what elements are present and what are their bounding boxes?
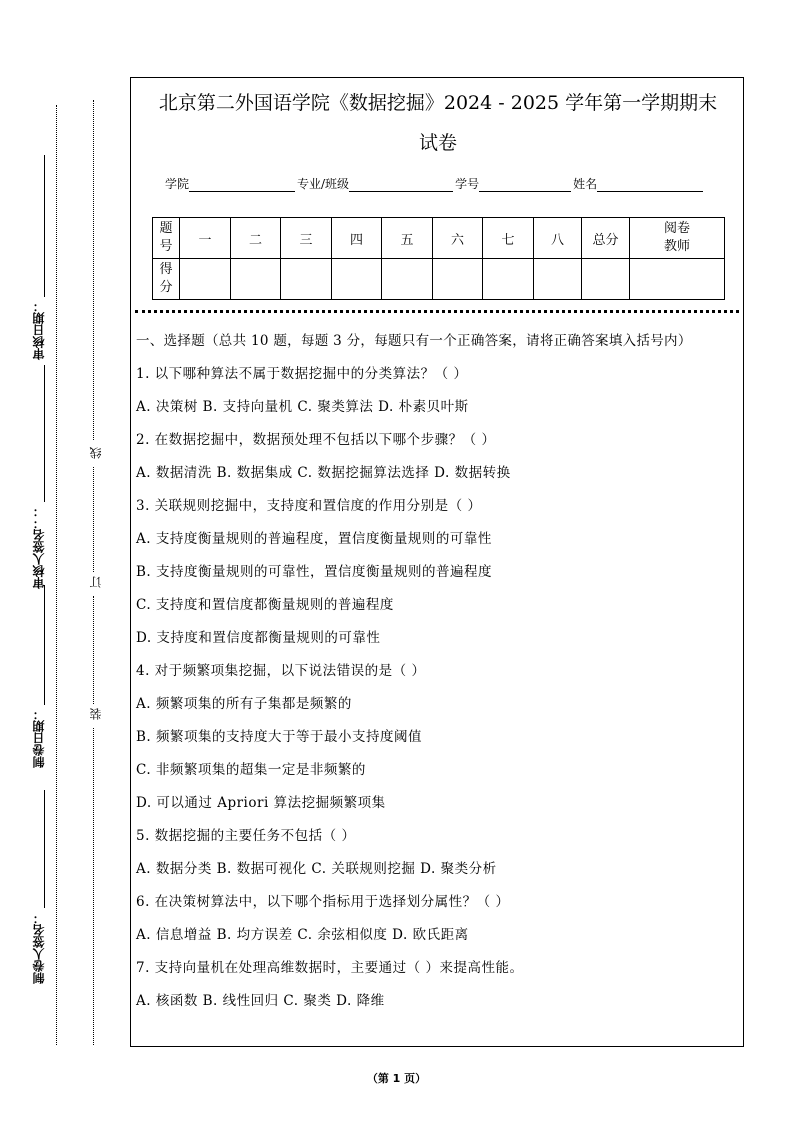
- answer-option: A. 频繁项集的所有子集都是频繁的: [136, 696, 352, 712]
- dotted-separator: [135, 310, 739, 313]
- binding-dotted-line-bottom: [93, 728, 94, 1045]
- section-heading: 一、选择题（总共 10 题，每题 3 分，每题只有一个正确答案，请将正确答案填入括号内）: [136, 333, 692, 349]
- score-col-3: 三: [281, 218, 332, 259]
- answer-option: B. 频繁项集的支持度大于等于最小支持度阈值: [136, 729, 423, 745]
- question-stem: 7. 支持向量机在处理高维数据时，主要通过（ ）来提高性能。: [136, 960, 524, 976]
- question-content: [136, 330, 740, 1018]
- answer-option: D. 可以通过 Apriori 算法挖掘频繁项集: [136, 795, 386, 811]
- maker-sign-label: 制卷人签名：: [32, 912, 46, 984]
- question-stem: 4. 对于频繁项集挖掘，以下说法错误的是（ ）: [136, 663, 426, 679]
- make-date-label: 制卷日期：: [32, 708, 46, 768]
- exam-frame: [130, 77, 744, 1047]
- score-col-total: 总分: [582, 218, 630, 259]
- answer-option: A. 决策树 B. 支持向量机 C. 聚类算法 D. 朴素贝叶斯: [136, 399, 469, 415]
- reviewer-sign-line: [44, 365, 45, 502]
- score-cell-5[interactable]: [382, 259, 433, 300]
- binding-label-bind: 装: [89, 708, 103, 720]
- score-table-score-row: [153, 259, 725, 300]
- binding-label-staple: 订: [89, 576, 103, 588]
- score-cell-2[interactable]: [231, 259, 281, 300]
- college-field[interactable]: [189, 179, 295, 192]
- question-list: [136, 358, 740, 1018]
- make-date-line: [44, 585, 45, 705]
- score-row-label: [153, 259, 180, 300]
- score-col-4: 四: [332, 218, 382, 259]
- reviewer-header-b: 教师: [663, 239, 690, 254]
- question-stem: 1. 以下哪种算法不属于数据挖掘中的分类算法？（ ）: [136, 366, 468, 382]
- score-cell-4[interactable]: [332, 259, 382, 300]
- page-footer: （第 1 页）: [366, 1072, 427, 1085]
- question-stem: 2. 在数据挖掘中，数据预处理不包括以下哪个步骤？（ ）: [136, 432, 496, 448]
- reviewer-header-a: 阅卷: [663, 221, 690, 236]
- score-row-label-a: 得: [159, 262, 173, 277]
- review-date-label: 审核日期：: [32, 300, 46, 360]
- student-id-field[interactable]: [479, 179, 571, 192]
- score-table: [152, 217, 725, 300]
- student-info-row: [165, 175, 705, 192]
- major-class-label: 专业/班级: [297, 177, 350, 191]
- score-cell-reviewer[interactable]: [630, 259, 725, 300]
- major-class-field[interactable]: [349, 179, 453, 192]
- binding-dotted-line-low: [93, 596, 94, 704]
- score-table-header-row: [153, 218, 725, 259]
- maker-sign-line: [44, 790, 45, 908]
- exam-title-line2: 试卷: [418, 132, 457, 154]
- score-cell-8[interactable]: [534, 259, 582, 300]
- answer-option: C. 支持度和置信度都衡量规则的普遍程度: [136, 597, 394, 613]
- question-stem: 6. 在决策树算法中，以下哪个指标用于选择划分属性？（ ）: [136, 894, 510, 910]
- question-number-label-a: 题: [159, 221, 173, 236]
- score-col-5: 五: [382, 218, 433, 259]
- answer-option: D. 支持度和置信度都衡量规则的可靠性: [136, 630, 381, 646]
- score-cell-total[interactable]: [582, 259, 630, 300]
- score-col-6: 六: [433, 218, 483, 259]
- score-col-7: 七: [483, 218, 534, 259]
- answer-option: A. 数据分类 B. 数据可视化 C. 关联规则挖掘 D. 聚类分析: [136, 861, 497, 877]
- binding-label-line: 线: [89, 447, 103, 459]
- answer-option: C. 非频繁项集的超集一定是非频繁的: [136, 762, 366, 778]
- answer-option: A. 信息增益 B. 均方误差 C. 余弦相似度 D. 欧氏距离: [136, 927, 469, 943]
- reviewer-header: [630, 218, 725, 259]
- exam-title-line1: 北京第二外国语学院《数据挖掘》2024 - 2025 学年第一学期期末: [158, 92, 718, 114]
- student-id-label: 学号: [455, 177, 480, 191]
- reviewer-sign-label: 审核人签名：：: [32, 505, 46, 589]
- question-number-label: [153, 218, 180, 259]
- score-cell-1[interactable]: [180, 259, 231, 300]
- college-label: 学院: [165, 177, 190, 191]
- name-label: 姓名: [573, 177, 598, 191]
- name-field[interactable]: [597, 179, 703, 192]
- answer-option: A. 数据清洗 B. 数据集成 C. 数据挖掘算法选择 D. 数据转换: [136, 465, 511, 481]
- answer-option: B. 支持度衡量规则的可靠性，置信度衡量规则的普遍程度: [136, 564, 493, 580]
- review-date-line: [44, 155, 45, 297]
- score-col-2: 二: [231, 218, 281, 259]
- question-stem: 5. 数据挖掘的主要任务不包括（ ）: [136, 828, 356, 844]
- question-stem: 3. 关联规则挖掘中，支持度和置信度的作用分别是（ ）: [136, 498, 482, 514]
- score-cell-7[interactable]: [483, 259, 534, 300]
- score-cell-3[interactable]: [281, 259, 332, 300]
- binding-dotted-line-mid: [93, 467, 94, 572]
- binding-dotted-line-top: [93, 100, 94, 440]
- score-col-8: 八: [534, 218, 582, 259]
- score-col-1: 一: [180, 218, 231, 259]
- binding-dotted-line-outer: [56, 105, 57, 1045]
- score-row-label-b: 分: [159, 280, 173, 295]
- answer-option: A. 支持度衡量规则的普遍程度，置信度衡量规则的可靠性: [136, 531, 492, 547]
- score-cell-6[interactable]: [433, 259, 483, 300]
- question-number-label-b: 号: [159, 239, 173, 254]
- answer-option: A. 核函数 B. 线性回归 C. 聚类 D. 降维: [136, 993, 385, 1009]
